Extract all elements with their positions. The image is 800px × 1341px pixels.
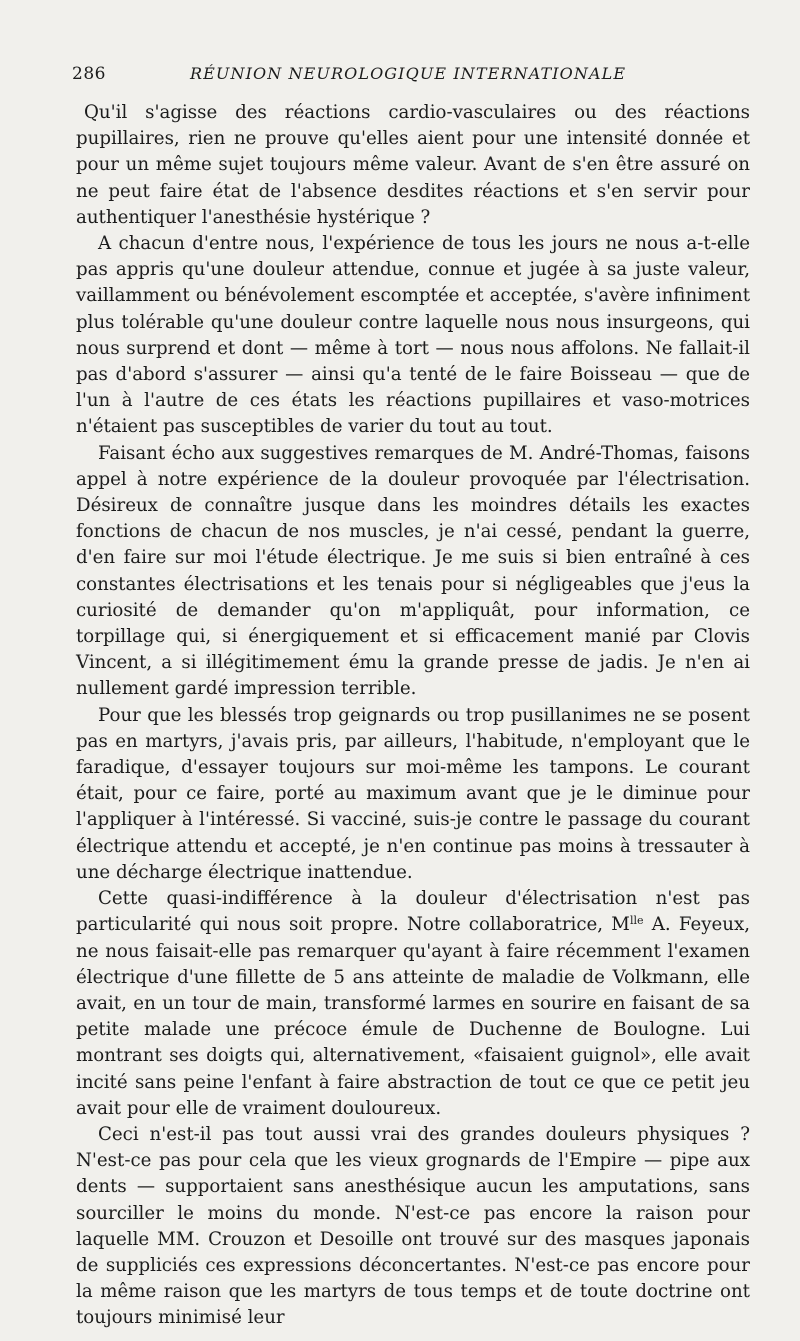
body-text bbox=[76, 100, 750, 1332]
paragraph-5 bbox=[76, 886, 750, 1122]
running-header bbox=[72, 64, 772, 88]
paragraph-4: Pour que les blessés trop geignards ou trop pusillanimes ne se posent pas en martyrs, j'avais pris, par ailleurs, l'habitude, n'employant que le faradique, d'essayer toujours sur moi-même les tampons. Le courant était, pour ce faire, porté au maximum avant que je le diminue pour l'appliquer à l'intéressé. Si vacciné, suis-je contre le passage du courant électrique attendu et accepté, je n'en continue pas moins à tressauter à une décharge électrique inattendue. bbox=[76, 704, 750, 883]
paragraph-5-text-b: A. Feyeux, ne nous faisait-elle pas remarquer qu'ayant à faire récemment l'examen électrique d'une fillette de 5 ans atteinte de maladie de Volkmann, elle avait, en un tour de main, transformé larmes en sourire en faisant de sa petite malade une précoce émule de Duchenne de Boulogne. Lui montrant ses doigts qui, alternativement, «faisaient guignol», elle avait incité sans peine l'enfant à faire abstraction de tout ce que ce petit jeu avait pour elle de vraiment douloureux. bbox=[76, 914, 750, 1119]
superscript-lle: lle bbox=[629, 914, 644, 928]
page-number: 286 bbox=[72, 64, 106, 84]
paragraph-3: Faisant écho aux suggestives remarques de M. André-Thomas, faisons appel à notre expérience de la douleur provoquée par l'électrisation. Désireux de connaître jusque dans les moindres détails les exactes fonctions de chacun de nos muscles, je n'ai cessé, pendant la guerre, d'en faire sur moi l'étude électrique. Je me suis si bien entraîné à ces constantes électrisations et les tenais pour si négligeables que j'eus la curiosité de demander qu'on m'appliquât, pour information, ce torpillage qui, si énergiquement et si efficacement manié par Clovis Vincent, a si illégitimement ému la grande presse de jadis. Je n'en ai nullement gardé impression terrible. bbox=[76, 442, 750, 700]
paragraph-1: Qu'il s'agisse des réactions cardio-vasculaires ou des réactions pupillaires, rien ne prouve qu'elles aient pour une intensité donnée et pour un même sujet toujours même valeur. Avant de s'en être assuré on ne peut faire état de l'absence desdites réactions et s'en servir pour authentiquer l'anesthésie hystérique ? bbox=[76, 102, 750, 228]
paragraph-6: Ceci n'est-il pas tout aussi vrai des grandes douleurs physiques ? N'est-ce pas pour cela que les vieux grognards de l'Empire — pipe aux dents — supportaient sans anesthésique aucun les amputations, sans sourciller le moins du monde. N'est-ce pas encore la raison pour laquelle MM. Crouzon et Desoille ont trouvé sur des masques japonais de suppliciés ces expressions déconcertantes. N'est-ce pas encore pour la même raison que les martyrs de tous temps et de toute doctrine ont toujours minimisé leur bbox=[76, 1123, 750, 1329]
paragraph-5-text-a: Cette quasi-indifférence à la douleur d'électrisation n'est pas particularité qui nous soit propre. Notre collaboratrice, M bbox=[76, 888, 750, 936]
running-title: RÉUNION NEUROLOGIQUE INTERNATIONALE bbox=[190, 64, 627, 83]
paragraph-2: A chacun d'entre nous, l'expérience de tous les jours ne nous a-t-elle pas appris qu'une douleur attendue, connue et jugée à sa juste valeur, vaillamment ou bénévolement escomptée et acceptée, s'avère infiniment plus tolérable qu'une douleur contre laquelle nous nous insurgeons, qui nous surprend et dont — même à tort — nous nous affolons. Ne fallait-il pas d'abord s'assurer — ainsi qu'a tenté de le faire Boisseau — que de l'un à l'autre de ces états les réactions pupillaires et vaso-motrices n'étaient pas susceptibles de varier du tout au tout. bbox=[76, 233, 750, 438]
